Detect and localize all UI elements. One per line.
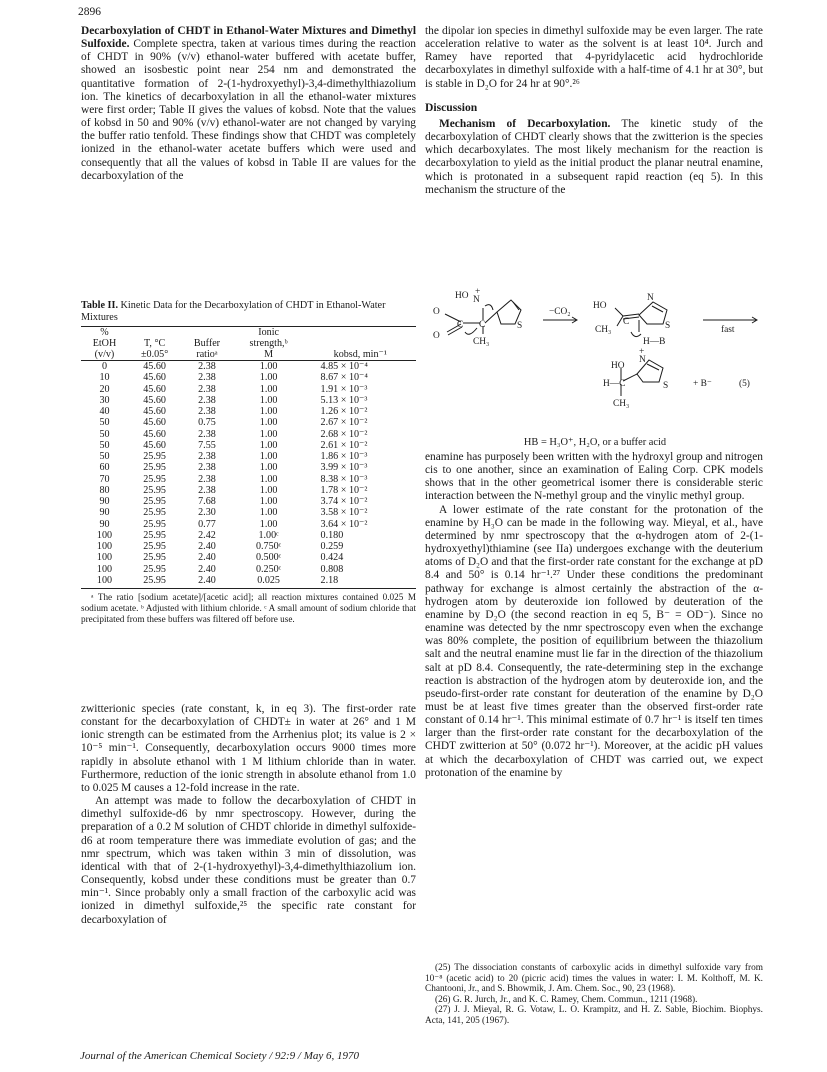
cell-buffer: 2.42 xyxy=(198,529,216,541)
table-row xyxy=(81,372,416,383)
cell-kobsd: 3.74 × 10⁻² xyxy=(320,496,368,507)
cell-buffer: 2.38 xyxy=(198,383,216,395)
cell-etoh: 50 xyxy=(99,428,110,440)
scheme-c-1: C xyxy=(457,320,464,330)
scheme-o: O xyxy=(433,331,440,341)
right-paragraph-2 xyxy=(425,118,763,197)
cell-ionic: 1.00 xyxy=(259,439,278,451)
cell-temp: 25.95 xyxy=(143,496,166,507)
cell-ionic: 1.00 xyxy=(259,518,278,530)
cell-etoh: 40 xyxy=(99,406,110,417)
reaction-scheme-eq5 xyxy=(425,288,765,436)
cell-buffer: 7.55 xyxy=(198,439,216,451)
cell-etoh: 100 xyxy=(81,575,128,589)
references xyxy=(425,963,763,1027)
table-row xyxy=(81,361,416,373)
cell-temp: 25.95 xyxy=(143,563,166,575)
cell-temp: 45.60 xyxy=(143,406,166,417)
table-row xyxy=(81,451,416,462)
reference-25: (25) The dissociation constants of carboxylic acids in dimethyl sulfoxide vary from 10⁻⁸ (acetic acid) to 20 (picric acid) times the values in water: I. M. Kolthoff, M. K. Chantooni, Jr., and S. Bhowmik, J. Am. Chem. Soc., 90, 23 (1968). xyxy=(425,963,763,995)
table-row xyxy=(81,474,416,485)
cell-buffer: 2.30 xyxy=(198,507,216,519)
header-buffer-2: ratioᵃ xyxy=(181,349,232,361)
table-row xyxy=(81,575,416,589)
left-paragraph-2: zwitterionic species (rate constant, k, in eq 3). The first-order rate constant for the decarboxylation of CHDT± in water at 26° and 1 M ionic strength can be estimated from the Arrhenius plot; its value is 2 × 10⁻⁵ min⁻¹. Consequently, decarboxylation occurs 9000 times more rapidly in absolute ethanol with 1 M lithium chloride than in water. Furthermore, reduction of the ionic strength in absolute ethanol from 1.0 to 0.025 M causes a 12-fold increase in the rate. xyxy=(81,703,416,794)
table-ii xyxy=(81,300,416,625)
cell-buffer: 2.38 xyxy=(198,473,216,485)
cell-ionic: 1.00 xyxy=(259,372,278,384)
header-etoh-3: (v/v) xyxy=(81,349,128,361)
cell-etoh: 90 xyxy=(99,496,110,507)
cell-buffer: 2.40 xyxy=(198,552,216,564)
cell-kobsd: 8.67 × 10⁻⁴ xyxy=(320,372,368,384)
header-kobsd: kobsd, min⁻¹ xyxy=(305,349,416,361)
cell-ionic: 0.750ᶜ xyxy=(255,541,282,552)
cell-temp: 45.60 xyxy=(143,428,166,440)
table-row xyxy=(81,462,416,473)
kinetic-data-table xyxy=(81,326,416,589)
cell-etoh: 70 xyxy=(99,473,110,485)
cell-kobsd: 5.13 × 10⁻³ xyxy=(320,394,368,406)
cell-kobsd: 0.808 xyxy=(320,563,344,575)
header-buffer-1: Buffer xyxy=(193,338,221,349)
scheme-s-2: S xyxy=(665,321,671,331)
cell-etoh: 0 xyxy=(101,361,108,372)
cell-kobsd: 1.26 × 10⁻² xyxy=(320,406,368,417)
cell-ionic: 1.00 xyxy=(259,507,278,519)
cell-etoh: 60 xyxy=(99,462,110,474)
cell-kobsd: 0.259 xyxy=(320,541,344,552)
scheme-c-3: C xyxy=(623,317,630,327)
cell-ionic: 1.00 xyxy=(259,496,278,507)
cell-buffer: 2.38 xyxy=(198,361,216,372)
cell-temp: 45.60 xyxy=(143,417,166,429)
cell-kobsd: 1.91 × 10⁻³ xyxy=(320,383,368,395)
cell-etoh: 30 xyxy=(99,394,110,406)
cell-etoh: 100 xyxy=(96,552,113,564)
cell-ionic: 1.00ᶜ xyxy=(258,529,279,541)
table-row xyxy=(81,406,416,417)
cell-ionic: 1.00 xyxy=(259,484,278,496)
cell-ionic: 1.00 xyxy=(259,417,278,429)
cell-kobsd: 2.18 xyxy=(305,575,416,589)
table-title-label: Table II. xyxy=(81,300,118,311)
scheme-ch3-2: CH₃ xyxy=(595,325,612,335)
table-row xyxy=(81,440,416,451)
scheme-ch3-3: CH₃ xyxy=(613,399,630,409)
table-row xyxy=(81,564,416,575)
table-title-text: Kinetic Data for the Decarboxylation of CHDT in Ethanol-Water Mixtures xyxy=(81,300,386,323)
cell-buffer: 7.68 xyxy=(198,496,216,507)
right-column-lower xyxy=(425,451,763,780)
cell-buffer: 2.38 xyxy=(198,462,216,474)
cell-buffer: 2.38 xyxy=(198,372,216,384)
scheme-plus-b: + B⁻ xyxy=(693,379,712,389)
cell-ionic: 0.025 xyxy=(233,575,305,589)
header-temp-1: T, °C xyxy=(144,338,166,349)
mechanism-run-head: Mechanism of Decarboxylation. xyxy=(439,117,611,130)
scheme-hb: H—B xyxy=(643,337,666,347)
header-ionic-2: strength,ᵇ xyxy=(249,338,288,349)
scheme-s-3: S xyxy=(663,381,669,391)
cell-temp: 25.95 xyxy=(143,529,166,541)
cell-temp: 25.95 xyxy=(143,473,166,485)
reference-26: (26) G. R. Jurch, Jr., and K. C. Ramey, Chem. Commun., 1211 (1968). xyxy=(435,994,698,1005)
cell-buffer: 2.38 xyxy=(198,428,216,440)
cell-temp: 25.95 xyxy=(143,552,166,564)
section-run-head: Decarboxylation of CHDT in Ethanol-Water Mixtures and Dimethyl Sulfoxide. xyxy=(81,25,416,51)
cell-temp: 25.95 xyxy=(143,484,166,496)
page-number: 2896 xyxy=(78,6,101,18)
cell-etoh: 10 xyxy=(99,372,110,384)
cell-etoh: 100 xyxy=(96,541,113,552)
cell-ionic: 1.00 xyxy=(259,361,278,372)
right-paragraph-4: A lower estimate of the rate constant for the protonation of the enamine by H₃O can be made in the following way. Mieyal, et al., have determined by nmr spectroscopy that the α-hydrogen atom of 2-(1-hydroxyethyl)thiamine (see IIa) undergoes exchange with the deuterium atoms of D₂O and that the first-order rate constant for the exchange at pD 8.4 and 50° is 0.14 hr⁻¹.²⁷ Under these conditions the predominant pathway for exchange is almost certainly the abstraction of the α-hydrogen atom by deuteroxide ion followed by deuteration of the enamine by D₂O (the second reaction in eq 5, B⁻ = OD⁻). Since no enamine was detected by the nmr spectroscopy even when the exchange was 80% complete, the position of equilibrium between the thiazolium salt and the neutral enamine must lie far in the direction of the thiazolium salt at pD 8.4. Consequently, the rate-determining step in the exchange reaction is abstraction of the hydrogen atom by deuteroxide ion, and the pseudo-first-order rate constant for deuteration of the enamine by D₂O must be at least five times greater than the observed first-order rate constant of 0.14 hr⁻¹. This minimal estimate of 0.7 hr⁻¹ is itself ten times larger than the first-order rate constant for the decarboxylation of the CHDT zwitterion at 50° (0.072 hr⁻¹). Moreover, at the acidic pH values at which the decarboxylation of CHDT was carried out, we expect protonation of the enamine by xyxy=(425,503,763,779)
header-ionic-1: Ionic xyxy=(233,327,305,339)
cell-buffer: 2.40 xyxy=(198,541,216,552)
cell-kobsd: 0.424 xyxy=(320,552,344,564)
cell-etoh: 90 xyxy=(99,518,110,530)
cell-temp: 45.60 xyxy=(143,372,166,384)
cell-temp: 45.60 xyxy=(143,361,166,372)
table-row xyxy=(81,507,416,518)
table-title xyxy=(81,300,416,324)
cell-temp: 25.95 xyxy=(143,518,166,530)
left-column-lower xyxy=(81,703,416,927)
header-temp-2: ±0.05° xyxy=(128,349,181,361)
cell-temp: 25.95 xyxy=(143,507,166,519)
scheme-fast-label: fast xyxy=(721,325,735,335)
cell-etoh: 80 xyxy=(99,484,110,496)
cell-ionic: 1.00 xyxy=(259,473,278,485)
scheme-o-minus: O xyxy=(433,307,440,317)
cell-etoh: 50 xyxy=(99,451,110,462)
right-paragraph-1: the dipolar ion species in dimethyl sulfoxide may be even larger. The rate acceleration relative to water as the solvent is at least 10⁴. Jurch and Ramey have reported that 4-pyridylacetic acid hydrochloride decarboxylates in dimethyl sulfoxide with a half-time of 4.1 hr at 30°, but is stable in D₂O for 24 hr at 90°.²⁶ xyxy=(425,25,763,90)
cell-kobsd: 8.38 × 10⁻³ xyxy=(320,473,368,485)
cell-kobsd: 2.67 × 10⁻² xyxy=(320,417,368,429)
cell-kobsd: 0.180 xyxy=(320,529,344,541)
cell-temp: 25.95 xyxy=(143,541,166,552)
right-paragraph-2-text: The kinetic study of the decarboxylation of CHDT clearly shows that the zwitterion is the species which decarboxylates. The most likely mechanism for the reaction is decarboxylation to yield as the initial product the planar neutral enamine, which is protonated in a subsequent rapid reaction (eq 5). In this mechanism the structure of the xyxy=(425,117,763,196)
scheme-plus-1: + xyxy=(475,288,481,297)
scheme-c-2: C xyxy=(479,320,486,330)
cell-buffer: 2.40 xyxy=(198,563,216,575)
cell-ionic: 0.250ᶜ xyxy=(255,563,282,575)
scheme-n-2: N xyxy=(647,293,654,303)
cell-kobsd: 2.68 × 10⁻² xyxy=(320,428,368,440)
cell-buffer: 0.77 xyxy=(198,518,216,530)
scheme-eq-number: (5) xyxy=(739,379,750,389)
cell-ionic: 1.00 xyxy=(259,428,278,440)
left-paragraph-1 xyxy=(81,25,416,183)
journal-footer: Journal of the American Chemical Society / 92:9 / May 6, 1970 xyxy=(80,1050,360,1062)
table-row xyxy=(81,429,416,440)
cell-temp: 25.95 xyxy=(128,575,181,589)
table-row xyxy=(81,395,416,406)
cell-kobsd: 4.85 × 10⁻⁴ xyxy=(320,361,368,372)
header-etoh-1: % xyxy=(81,327,128,339)
cell-etoh: 20 xyxy=(99,383,110,395)
table-row xyxy=(81,552,416,563)
left-paragraph-1-text: Complete spectra, taken at various times during the reaction of CHDT in 90% (v/v) ethanol-water buffered with acetate buffer, showed an isosbestic point near 254 nm and demonstrated the quantitative formation of 2-(1-hydroxyethyl)-3,4-dimethylthiazolium ion. The kinetics of decarboxylation in all the ethanol-water mixtures were first order; Table II gives the values of kobsd. Note that the values of kobsd in 50 and 90% (v/v) ethanol-water are not changed by varying the buffer ratio tenfold. These findings show that CHDT was completely ionized in the ethanol-water acetate buffers which were used and consequently that all the values of kobsd in Table II are values for the decarboxylation of the xyxy=(81,38,416,182)
scheme-hc: H—C xyxy=(603,379,626,389)
cell-kobsd: 3.64 × 10⁻² xyxy=(320,518,368,530)
cell-temp: 45.60 xyxy=(143,439,166,451)
scheme-ho-3: HO xyxy=(611,361,625,371)
table-row xyxy=(81,541,416,552)
header-etoh-2: EtOH xyxy=(92,338,117,349)
cell-ionic: 1.00 xyxy=(259,383,278,395)
cell-etoh: 90 xyxy=(99,507,110,519)
table-row xyxy=(81,519,416,530)
scheme-ch3-1: CH₃ xyxy=(473,337,490,347)
table-row xyxy=(81,485,416,496)
left-paragraph-3: An attempt was made to follow the decarboxylation of CHDT in dimethyl sulfoxide-d6 by nmr spectroscopy. However, during the preparation of a 0.2 M solution of CHDT chloride in dimethyl sulfoxide-d6 at room temperature there was immediate evolution of gas; and the nmr spectrum, which was taken within 3 min of dissolution, was identical with that of 2-(1-hydroxyethyl)-3,4-dimethylthiazolium ion. Consequently, kobsd under these conditions must be greater than 0.7 min⁻¹. Since probably only a small fraction of the carboxylic acid was ionized in dimethyl sulfoxide,²⁵ the specific rate constant for decarboxylation of xyxy=(81,795,416,926)
cell-etoh: 100 xyxy=(96,563,113,575)
cell-buffer: 2.38 xyxy=(198,451,216,462)
scheme-n-3: N xyxy=(639,355,646,365)
cell-temp: 25.95 xyxy=(143,451,166,462)
cell-buffer: 0.75 xyxy=(198,417,216,429)
cell-buffer: 2.38 xyxy=(198,394,216,406)
cell-kobsd: 3.99 × 10⁻³ xyxy=(320,462,368,474)
scheme-ho-2: HO xyxy=(593,301,607,311)
cell-kobsd: 1.86 × 10⁻³ xyxy=(320,451,368,462)
cell-ionic: 1.00 xyxy=(259,394,278,406)
right-paragraph-3: enamine has purposely been written with the hydroxyl group and nitrogen cis to one another, since an examination of Ealing Corp. CPK models shows that in the other geometrical isomer there is considerable steric interaction between the N-methyl group and the vinylic methyl group. xyxy=(425,451,763,503)
cell-temp: 45.60 xyxy=(143,383,166,395)
cell-kobsd: 2.61 × 10⁻² xyxy=(320,439,368,451)
cell-kobsd: 3.58 × 10⁻² xyxy=(320,507,368,519)
scheme-n-1: N xyxy=(473,295,480,305)
cell-ionic: 1.00 xyxy=(259,406,278,417)
discussion-heading: Discussion xyxy=(425,100,478,114)
cell-etoh: 100 xyxy=(96,529,113,541)
reference-27: (27) J. J. Mieyal, R. G. Votaw, L. O. Krampitz, and H. Z. Sable, Biochim. Biophys. Acta, 141, 205 (1967). xyxy=(425,1005,763,1026)
cell-ionic: 0.500ᶜ xyxy=(255,552,282,564)
left-column-upper xyxy=(81,25,416,183)
scheme-plus-2: + xyxy=(639,347,645,357)
scheme-s-1: S xyxy=(517,321,523,331)
table-row xyxy=(81,496,416,507)
scheme-ho-1: HO xyxy=(455,291,469,301)
cell-kobsd: 1.78 × 10⁻² xyxy=(320,484,368,496)
header-ionic-3: M xyxy=(233,349,305,361)
right-column-upper xyxy=(425,25,763,197)
scheme-hb-caption: HB = H₃O⁺, H₂O, or a buffer acid xyxy=(523,437,667,448)
table-row xyxy=(81,384,416,395)
table-row xyxy=(81,530,416,541)
cell-buffer: 2.38 xyxy=(198,484,216,496)
scheme-co2-label: −CO₂ xyxy=(549,307,571,317)
cell-buffer: 2.40 xyxy=(181,575,232,589)
reaction-scheme-drawing xyxy=(425,288,765,436)
cell-temp: 45.60 xyxy=(143,394,166,406)
cell-etoh: 50 xyxy=(99,417,110,429)
cell-ionic: 1.00 xyxy=(259,451,278,462)
cell-ionic: 1.00 xyxy=(259,462,278,474)
table-footnote: ᵃ The ratio [sodium acetate]/[acetic acid]; all reaction mixtures contained 0.025 M sodium acetate. ᵇ Adjusted with lithium chloride. ᶜ A small amount of sodium chloride that precipitated from these buffers was filtered off before use. xyxy=(81,592,416,624)
cell-buffer: 2.38 xyxy=(198,406,216,417)
cell-etoh: 50 xyxy=(99,439,110,451)
table-row xyxy=(81,417,416,428)
cell-temp: 25.95 xyxy=(143,462,166,474)
